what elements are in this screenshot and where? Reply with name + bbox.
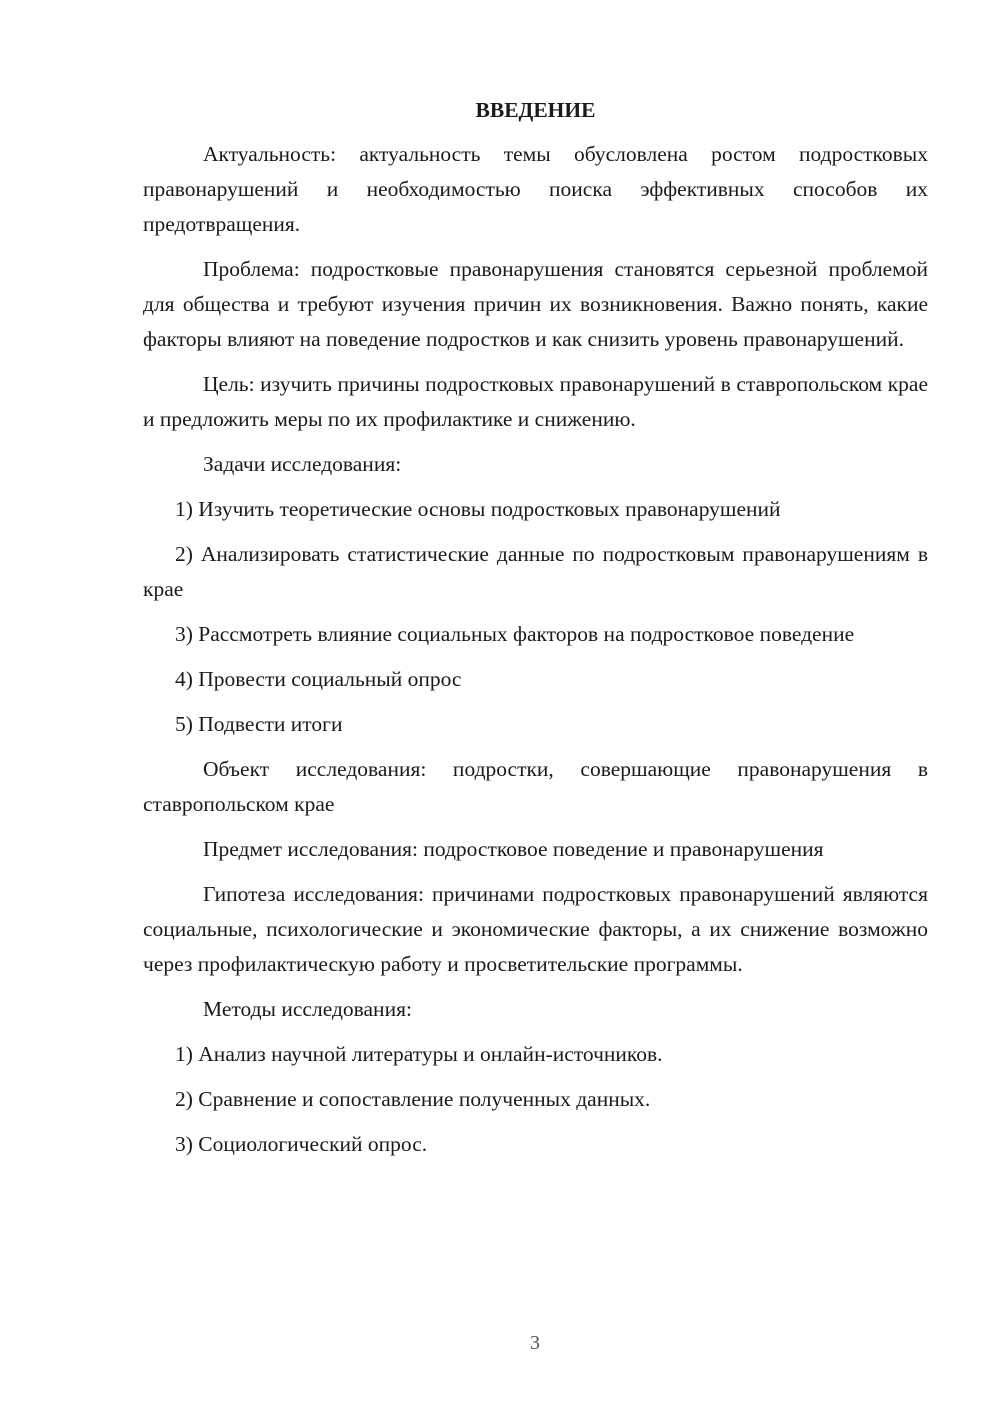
hypothesis-paragraph: Гипотеза исследования: причинами подростковых правонарушений являются социальные, психологические и экономические факторы, а их снижение возможно через профилактическую работу и просветительские программы. <box>143 882 928 976</box>
page-number: 3 <box>530 1332 540 1354</box>
method-item: 3) Социологический опрос. <box>175 1132 428 1156</box>
tasks-heading: Задачи исследования: <box>203 452 402 476</box>
section-title: ВВЕДЕНИЕ <box>475 98 596 122</box>
relevance-paragraph: Актуальность: актуальность темы обусловлена ростом подростковых правонарушений и необходимостью поиска эффективных способов их предотвращения. <box>143 142 928 236</box>
goal-paragraph: Цель: изучить причины подростковых правонарушений в ставропольском крае и предложить меры по их профилактике и снижению. <box>143 372 928 431</box>
method-item: 1) Анализ научной литературы и онлайн-источников. <box>175 1042 663 1066</box>
object-paragraph: Объект исследования: подростки, совершающие правонарушения в ставропольском крае <box>143 757 928 816</box>
task-item: 4) Провести социальный опрос <box>175 667 462 691</box>
task-item: 2) Анализировать статистические данные по подростковым правонарушениям в крае <box>143 542 928 601</box>
document-page <box>143 90 928 1172</box>
subject-paragraph: Предмет исследования: подростковое поведение и правонарушения <box>203 837 824 861</box>
methods-heading: Методы исследования: <box>203 997 412 1021</box>
task-item: 1) Изучить теоретические основы подростковых правонарушений <box>175 497 781 521</box>
method-item: 2) Сравнение и сопоставление полученных данных. <box>175 1087 651 1111</box>
problem-paragraph: Проблема: подростковые правонарушения становятся серьезной проблемой для общества и требуют изучения причин их возникновения. Важно понять, какие факторы влияют на поведение подростков и как снизить уровень правонарушений. <box>143 257 928 351</box>
task-item: 3) Рассмотреть влияние социальных факторов на подростковое поведение <box>175 622 855 646</box>
task-item: 5) Подвести итоги <box>175 712 343 736</box>
